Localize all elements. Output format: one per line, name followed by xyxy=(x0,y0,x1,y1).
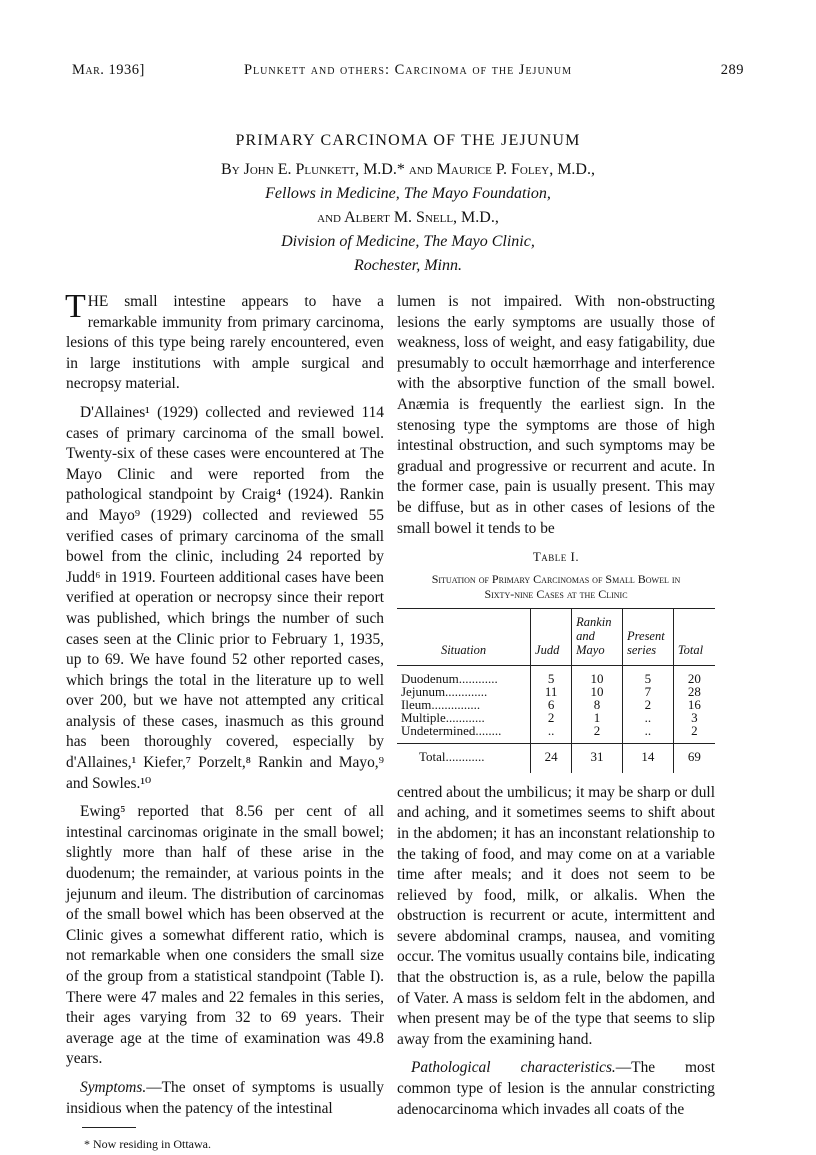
intro-paragraph: THE small intestine appears to have a remarkable immunity from primary carcinoma, lesions of this type being rarely encountered, even in large institutions with ample surgical and necropsy material. xyxy=(65,288,384,393)
table-row: Jejunum............. 11 10 7 28 xyxy=(397,685,715,698)
table-subtitle: Situation of Primary Carcinomas of Small Bowel in Sixty-nine Cases at the Clinic xyxy=(431,571,681,601)
running-head xyxy=(72,62,744,84)
pathology-paragraph: Pathological characteristics.—The most common type of lesion is the annular constricting adenocarcinoma which invades all coats of the xyxy=(397,1059,715,1118)
right-column xyxy=(397,292,715,1128)
title-block xyxy=(0,132,816,278)
symptoms-heading: Symptoms. xyxy=(80,1078,147,1096)
left-column xyxy=(65,288,384,1155)
table-row: Multiple............ 2 1 .. 3 xyxy=(397,711,715,724)
table-row: Duodenum............ 5 10 5 20 xyxy=(397,665,715,685)
pain-paragraph: centred about the umbilicus; it may be sharp or dull and aching, and it sometimes seems to shift about in the abdomen; it has an inconstant relationship to the taking of food, and may come on at a variable time after meals; and it does not seem to be relieved by food, milk, or alkalis. When the obstruction is recurrent or acute, intermittent and severe abdominal cramps, nausea, and vomiting occur. The vomitus usually contains bile, indicating that the obstruction is, as a rule, below the papilla of Vater. A mass is seldom felt in the abdomen, and when present may be of the type that seems to slip away from the examining hand. xyxy=(397,783,715,1048)
affiliation-location: Rochester, Minn. xyxy=(354,257,462,274)
affiliation-division: Division of Medicine, The Mayo Clinic, xyxy=(281,233,535,250)
situation-table xyxy=(397,608,715,773)
article-title: PRIMARY CARCINOMA OF THE JEJUNUM xyxy=(235,132,581,149)
pathology-heading: Pathological characteristics. xyxy=(411,1059,616,1077)
table-caption: Table I. xyxy=(532,549,580,565)
distribution-paragraph: Ewing⁵ reported that 8.56 per cent of all intestinal carcinomas originate in the small bowel; slightly more than half of these arise in the duodenum; the remainder, at various points in the jejunum and ileum. The distribution of carcinomas of the small bowel which has been observed at the Clinic gives a somewhat different ratio, which is not remarkable when one considers the small size of the group from a statistical standpoint (Table I). There were 47 males and 22 females in this series, their ages varying from 32 to 69 years. Their average age at the time of examination was 49.8 years. xyxy=(66,803,384,1068)
table-1 xyxy=(397,547,715,773)
drop-cap: T xyxy=(65,288,86,325)
affiliation-fellows: Fellows in Medicine, The Mayo Foundation, xyxy=(265,185,551,202)
table-row: Ileum............... 6 8 2 16 xyxy=(397,698,715,711)
table-row: Undetermined........ .. 2 .. 2 xyxy=(397,724,715,744)
symptoms-paragraph: Symptoms.—The onset of symptoms is usually insidious when the patency of the intestinal xyxy=(66,1078,384,1117)
col-header-total: Total xyxy=(673,608,715,665)
literature-paragraph: D'Allaines¹ (1929) collected and reviewed 114 cases of primary carcinoma of the small bowel. Twenty-six of these cases were encountered at The Mayo Clinic and were reported from the pathological standpoint by Craig⁴ (1924). Rankin and Mayo⁹ (1929) collected and reviewed 55 verified cases of primary carcinoma of the small bowel from the clinic, including 24 reported by Judd⁶ in 1919. Fourteen additional cases have been verified at operation or necropsy since their report was published, which brings the number of such cases seen at the Clinic prior to February 1, 1935, up to 69. We have found 52 other reported cases, which brings the total in the literature up to well over 200, but we have not attempted any critical analysis of these cases, inasmuch as this ground has been thoroughly covered, especially by d'Allaines,¹ Kiefer,⁷ Porzelt,⁸ Rankin and Mayo,⁹ and Sowles.¹⁰ xyxy=(66,403,384,792)
symptoms-continued-paragraph: lumen is not impaired. With non-obstructing lesions the early symptoms are usually those of weakness, loss of weight, and easy fatigability, due presumably to occult hæmorrhage and interference with the absorptive function of the small bowel. Anæmia is frequently the earliest sign. In the stenosing type the symptoms are those of high intestinal obstruction, and such symptoms may be gradual and progressive or recurrent and acute. In the former case, pain is usually present. This may be diffuse, but as in other cases of lesions of the small bowel it tends to be xyxy=(397,293,715,537)
col-header-judd: Judd xyxy=(531,608,572,665)
footnote: * Now residing in Ottawa. xyxy=(84,1137,211,1152)
col-header-present-series: Present series xyxy=(622,608,673,665)
page-number: 289 xyxy=(720,62,744,78)
running-title: Plunkett and others: Carcinoma of the Jejunum xyxy=(243,62,573,78)
col-header-situation: Situation xyxy=(397,608,531,665)
table-total-row: Total............ 24 31 14 69 xyxy=(397,743,715,773)
col-header-rankin-mayo: Rankin and Mayo xyxy=(572,608,623,665)
authors-line: By John E. Plunkett, M.D.* and Maurice P. Foley, M.D., xyxy=(221,161,595,178)
third-author-line: and Albert M. Snell, M.D., xyxy=(317,209,499,226)
footnote-rule xyxy=(82,1127,136,1128)
issue-date: Mar. 1936] xyxy=(72,62,145,78)
